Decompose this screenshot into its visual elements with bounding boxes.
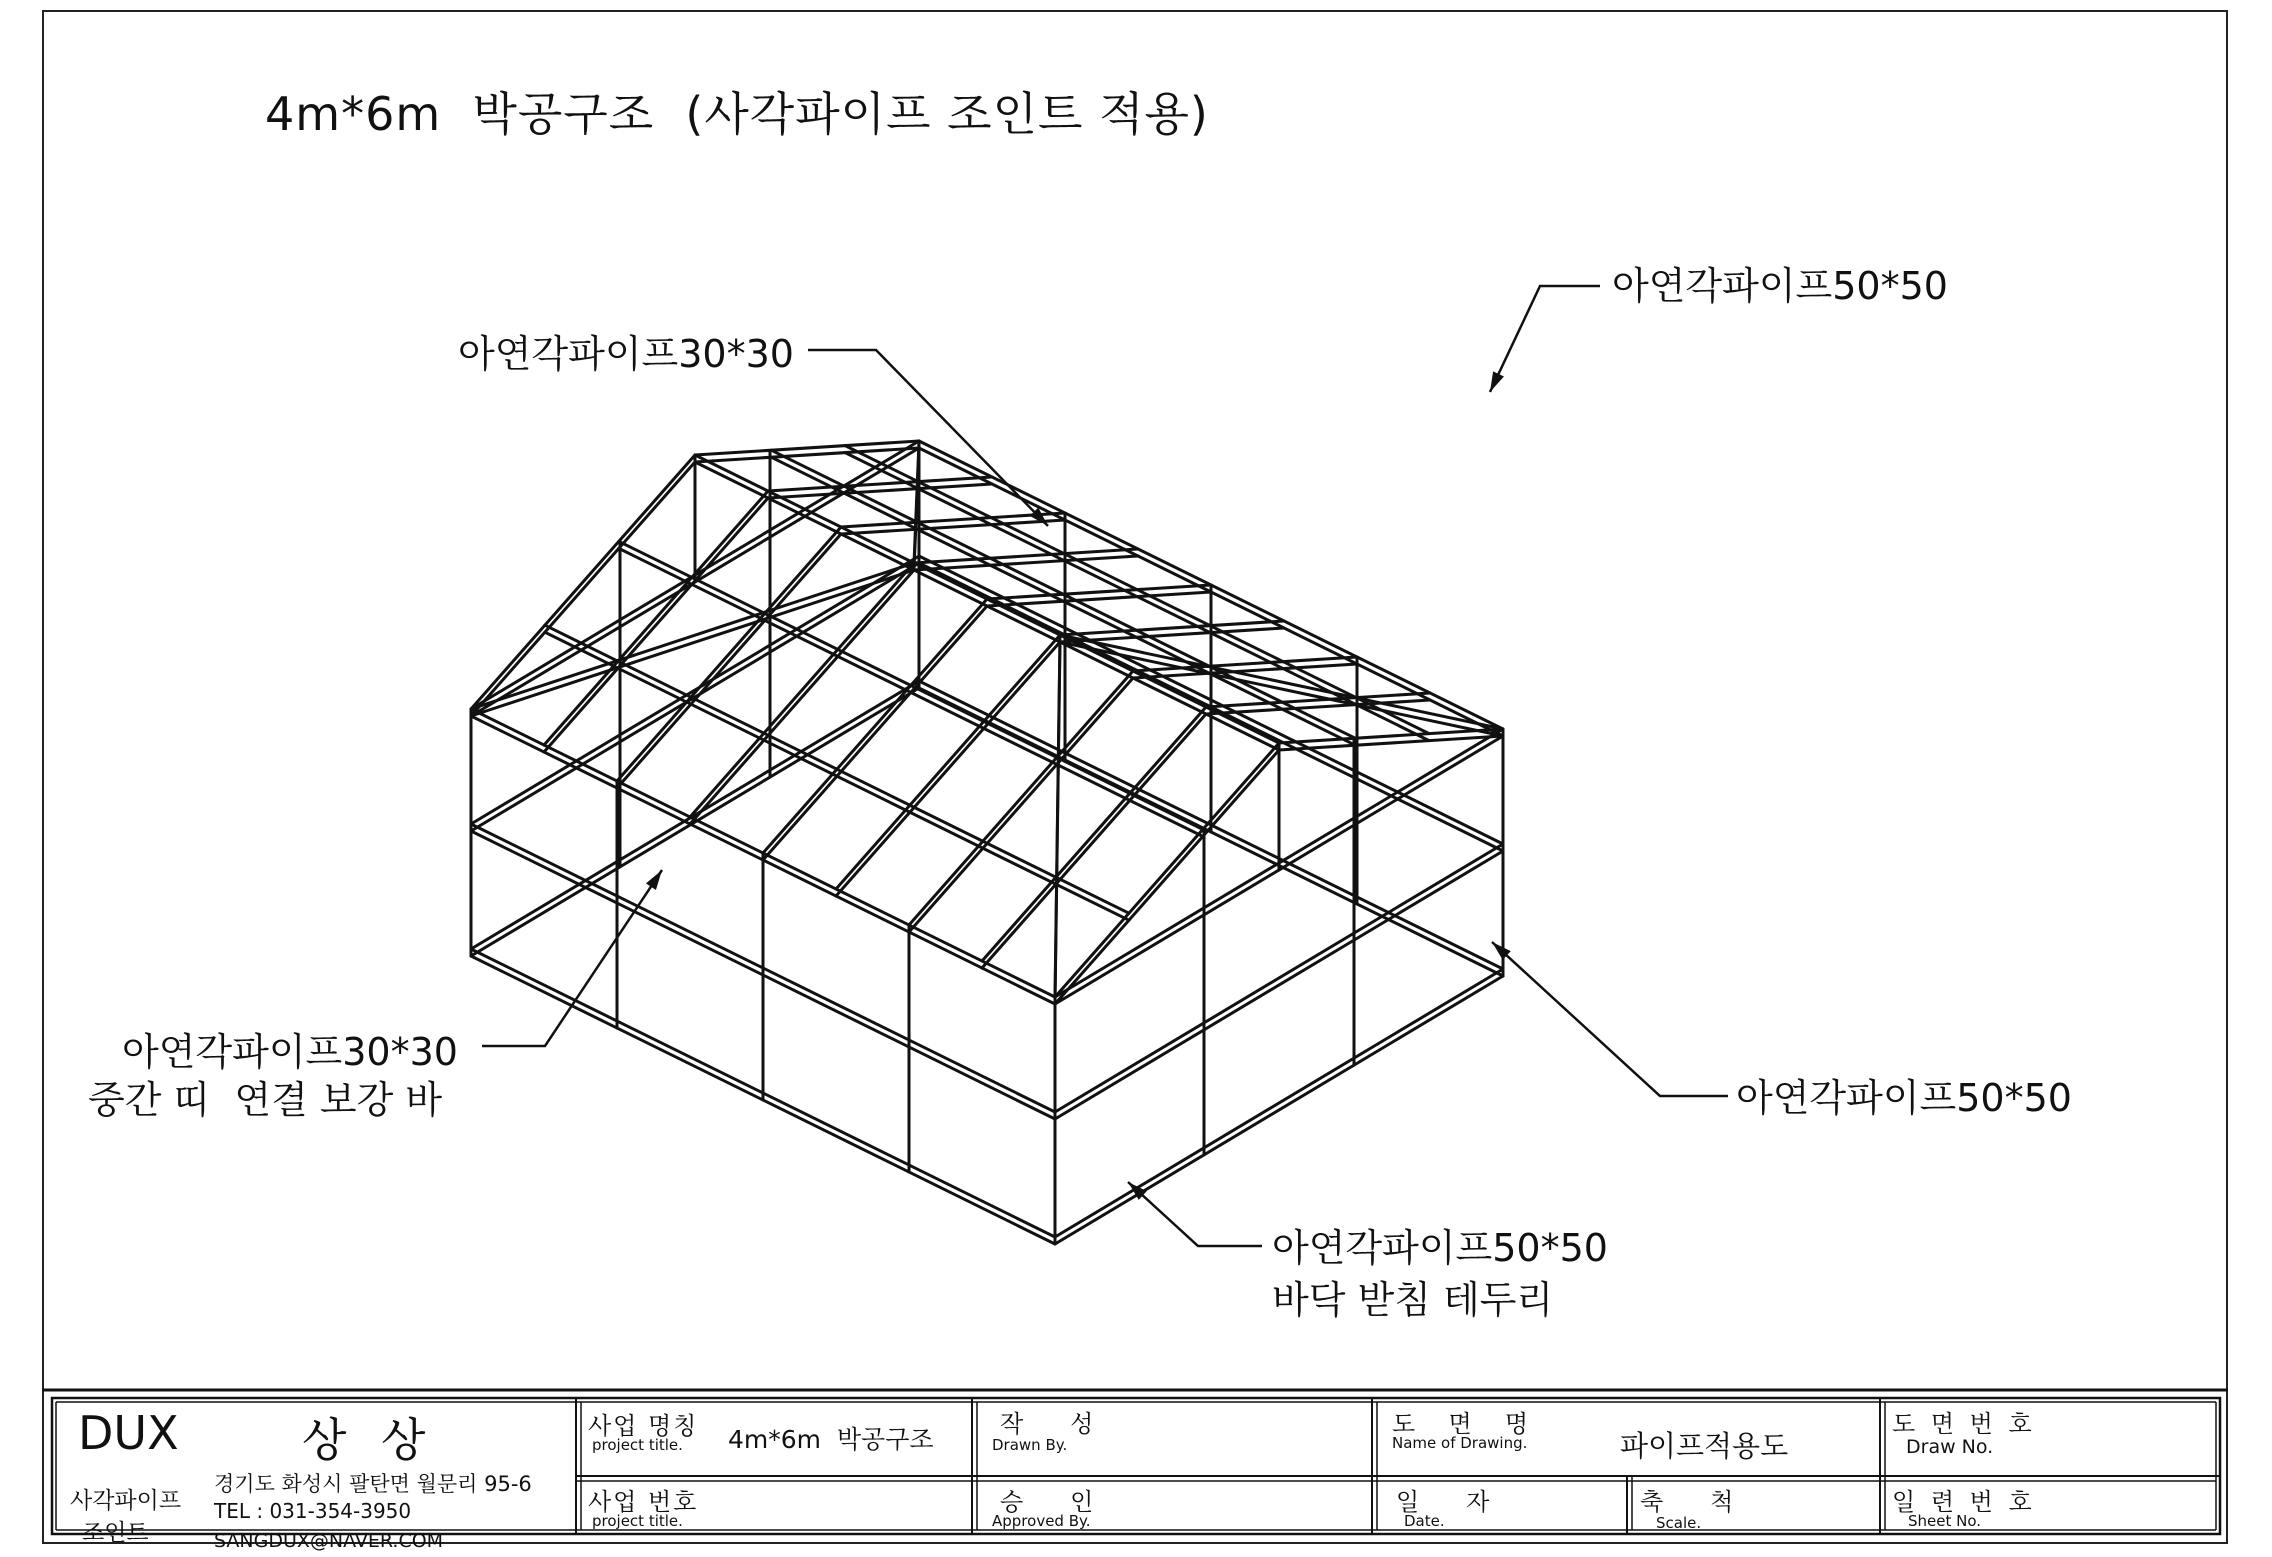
drawing-no-label: 도 면 번 호 (1892, 1410, 2036, 1438)
callout-left-line1: 아연각파이프30*30 (122, 1030, 458, 1074)
company-product-line1: 사각파이프 (70, 1488, 182, 1514)
approved-by-label: 승 인 (1000, 1488, 1100, 1516)
drawing-name-sub: Name of Drawing. (1392, 1434, 1528, 1452)
approved-by-sub: Approved By. (992, 1512, 1091, 1530)
drawn-by-label: 작 성 (1000, 1410, 1100, 1438)
callout-top-right: 아연각파이프50*50 (1612, 264, 1948, 308)
company-brand: DUX (78, 1406, 179, 1460)
company-tel: TEL : 031-354-3950 (214, 1499, 412, 1523)
scale-sub: Scale. (1656, 1514, 1702, 1532)
callout-left-line2: 중간 띠 연결 보강 바 (88, 1078, 443, 1122)
callout-bottom-line1: 아연각파이프50*50 (1272, 1226, 1608, 1270)
callout-right: 아연각파이프50*50 (1736, 1076, 2072, 1120)
scale-label: 축 척 (1640, 1488, 1740, 1516)
drawing-name-value: 파이프적용도 (1620, 1429, 1789, 1463)
company-email: SANGDUX@NAVER.COM (214, 1530, 444, 1552)
drawing-title: 4m*6m 박공구조 (사각파이프 조인트 적용) (265, 87, 1209, 141)
drawn-by-sub: Drawn By. (992, 1436, 1068, 1454)
date-sub: Date. (1404, 1512, 1445, 1530)
project-no-label: 사업 번호 (588, 1488, 699, 1516)
project-name-value: 4m*6m 박공구조 (728, 1425, 934, 1454)
drawing-no-sub: Draw No. (1906, 1436, 1994, 1458)
company-product-line2: 조인트 (82, 1520, 149, 1546)
drawing-name-label: 도 면 명 (1392, 1410, 1535, 1438)
callout-top-left: 아연각파이프30*30 (458, 332, 794, 376)
company-name: 상 상 (302, 1413, 436, 1467)
project-no-sub: project title. (592, 1512, 683, 1530)
sheet-no-label: 일 련 번 호 (1892, 1488, 2036, 1516)
sheet-no-sub: Sheet No. (1908, 1512, 1982, 1530)
date-label: 일 자 (1396, 1488, 1496, 1516)
project-name-sub: project title. (592, 1436, 683, 1454)
project-name-label: 사업 명칭 (588, 1412, 699, 1440)
callout-bottom-line2: 바닥 받침 테두리 (1272, 1278, 1554, 1322)
company-address: 경기도 화성시 팔탄면 월문리 95-6 (214, 1472, 532, 1496)
